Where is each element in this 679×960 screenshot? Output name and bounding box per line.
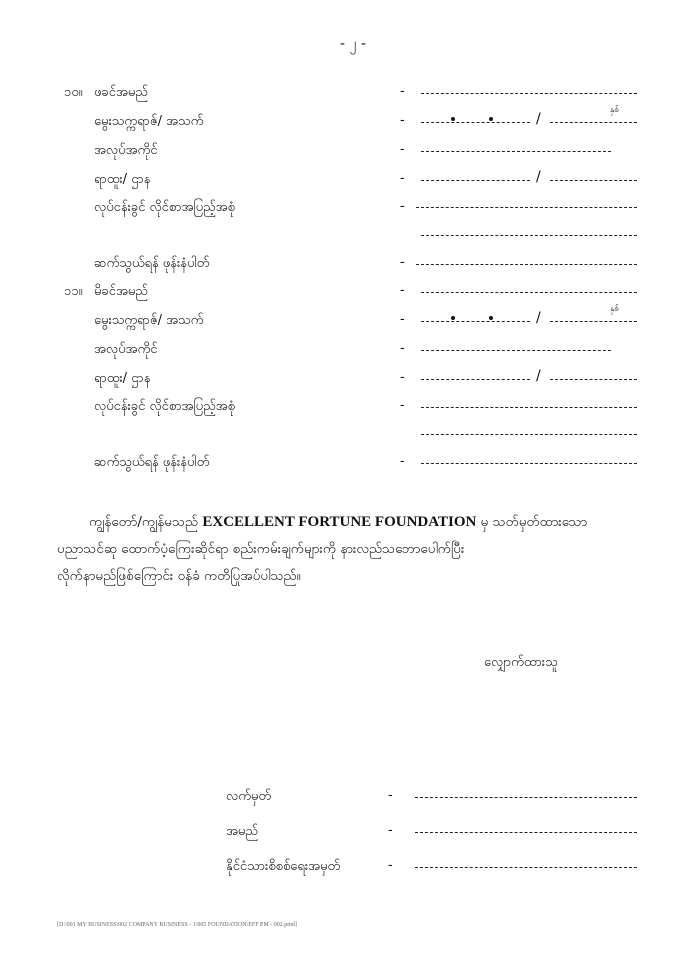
declaration-prefix: ကျွန်တော်/ကျွန်မသည် bbox=[89, 514, 199, 530]
separator: - bbox=[400, 283, 405, 298]
father-phone-label: ဆက်သွယ်ရန် ဖုန်းနံပါတ် bbox=[94, 256, 210, 271]
separator: - bbox=[388, 788, 393, 803]
signature-label: လက်မှတ် bbox=[226, 789, 271, 804]
separator: - bbox=[400, 113, 405, 128]
organization-name: EXCELLENT FORTUNE FOUNDATION bbox=[202, 514, 477, 530]
mother-license-label: လုပ်ငန်းခွင် လိုင်စာအပြည့်အစုံ bbox=[94, 399, 235, 414]
father-dob-field[interactable] bbox=[421, 122, 530, 123]
mother-rank-field[interactable] bbox=[421, 379, 530, 380]
father-occupation-field[interactable] bbox=[421, 151, 611, 152]
father-license-field[interactable] bbox=[416, 207, 637, 208]
separator: - bbox=[400, 171, 405, 186]
slash: / bbox=[536, 169, 541, 185]
footer-file-path: [D:\001 MY BUSINESS\002 COMPANY BUSINESS - 1\005 FOUNDATION\EFF PM - 002.pmd] bbox=[57, 922, 297, 928]
year-label: နှစ် bbox=[610, 304, 619, 313]
mother-dept-field[interactable] bbox=[550, 379, 637, 380]
applicant-heading: လျှောက်ထားသူ bbox=[484, 655, 558, 670]
father-dob-age-label: မွေးသက္ကရာဇ်/ အသက် bbox=[94, 114, 204, 129]
mother-rank-dept-label: ရာထူး/ ဌာန bbox=[94, 371, 151, 386]
father-rank-dept-label: ရာထူး/ ဌာန bbox=[94, 172, 151, 187]
nrc-label: နိုင်ငံသားစိစစ်ရေးအမှတ် bbox=[226, 859, 341, 874]
father-phone-field[interactable] bbox=[416, 264, 637, 265]
declaration-paragraph bbox=[57, 509, 639, 590]
declaration-line2: ပညာသင်ဆု ထောက်ပံ့ကြေးဆိုင်ရာ စည်းကမ်းချက်များကို နားလည်သဘောပေါက်ပြီး bbox=[57, 541, 465, 557]
separator: - bbox=[400, 255, 405, 270]
item-number: ၁၁။ bbox=[64, 284, 83, 299]
father-name-label: ဖခင်အမည် bbox=[94, 85, 148, 100]
mother-license-field[interactable] bbox=[421, 407, 637, 408]
father-age-field[interactable] bbox=[550, 122, 637, 123]
date-dot bbox=[489, 117, 493, 121]
page-number: - ၂ - bbox=[340, 36, 366, 52]
mother-license-field-line2[interactable] bbox=[421, 434, 637, 435]
year-label: နှစ် bbox=[610, 105, 619, 114]
separator: - bbox=[400, 84, 405, 99]
father-license-field-line2[interactable] bbox=[421, 235, 637, 236]
father-occupation-label: အလုပ်အကိုင် bbox=[94, 143, 158, 158]
applicant-name-label: အမည် bbox=[226, 824, 258, 839]
father-license-label: လုပ်ငန်းခွင် လိုင်စာအပြည့်အစုံ bbox=[94, 200, 235, 215]
separator: - bbox=[400, 341, 405, 356]
mother-phone-field[interactable] bbox=[421, 463, 637, 464]
item-number: ၁၀။ bbox=[64, 85, 83, 100]
slash: / bbox=[536, 368, 541, 384]
declaration-line3: လိုက်နာမည်ဖြစ်ကြောင်း ဝန်ခံ ကတိပြုအပ်ပါသည်။ bbox=[57, 568, 301, 584]
slash: / bbox=[536, 310, 541, 326]
separator: - bbox=[400, 199, 405, 214]
mother-occupation-field[interactable] bbox=[421, 350, 611, 351]
father-name-field[interactable] bbox=[421, 93, 637, 94]
separator: - bbox=[388, 858, 393, 873]
date-dot bbox=[489, 316, 493, 320]
father-dept-field[interactable] bbox=[550, 180, 637, 181]
mother-name-field[interactable] bbox=[421, 292, 637, 293]
separator: - bbox=[400, 454, 405, 469]
mother-phone-label: ဆက်သွယ်ရန် ဖုန်းနံပါတ် bbox=[94, 455, 210, 470]
separator: - bbox=[400, 370, 405, 385]
declaration-line1-rest: မှ သတ်မှတ်ထားသော bbox=[480, 514, 588, 530]
separator: - bbox=[388, 823, 393, 838]
separator: - bbox=[400, 312, 405, 327]
mother-age-field[interactable] bbox=[550, 321, 637, 322]
signature-field[interactable] bbox=[415, 797, 637, 798]
slash: / bbox=[536, 111, 541, 127]
separator: - bbox=[400, 398, 405, 413]
nrc-field[interactable] bbox=[415, 867, 637, 868]
mother-occupation-label: အလုပ်အကိုင် bbox=[94, 342, 158, 357]
date-dot bbox=[451, 117, 455, 121]
mother-dob-age-label: မွေးသက္ကရာဇ်/ အသက် bbox=[94, 313, 204, 328]
father-rank-field[interactable] bbox=[421, 180, 530, 181]
mother-name-label: မိခင်အမည် bbox=[94, 284, 148, 299]
mother-dob-field[interactable] bbox=[421, 321, 530, 322]
applicant-name-field[interactable] bbox=[415, 832, 637, 833]
date-dot bbox=[451, 316, 455, 320]
separator: - bbox=[400, 142, 405, 157]
